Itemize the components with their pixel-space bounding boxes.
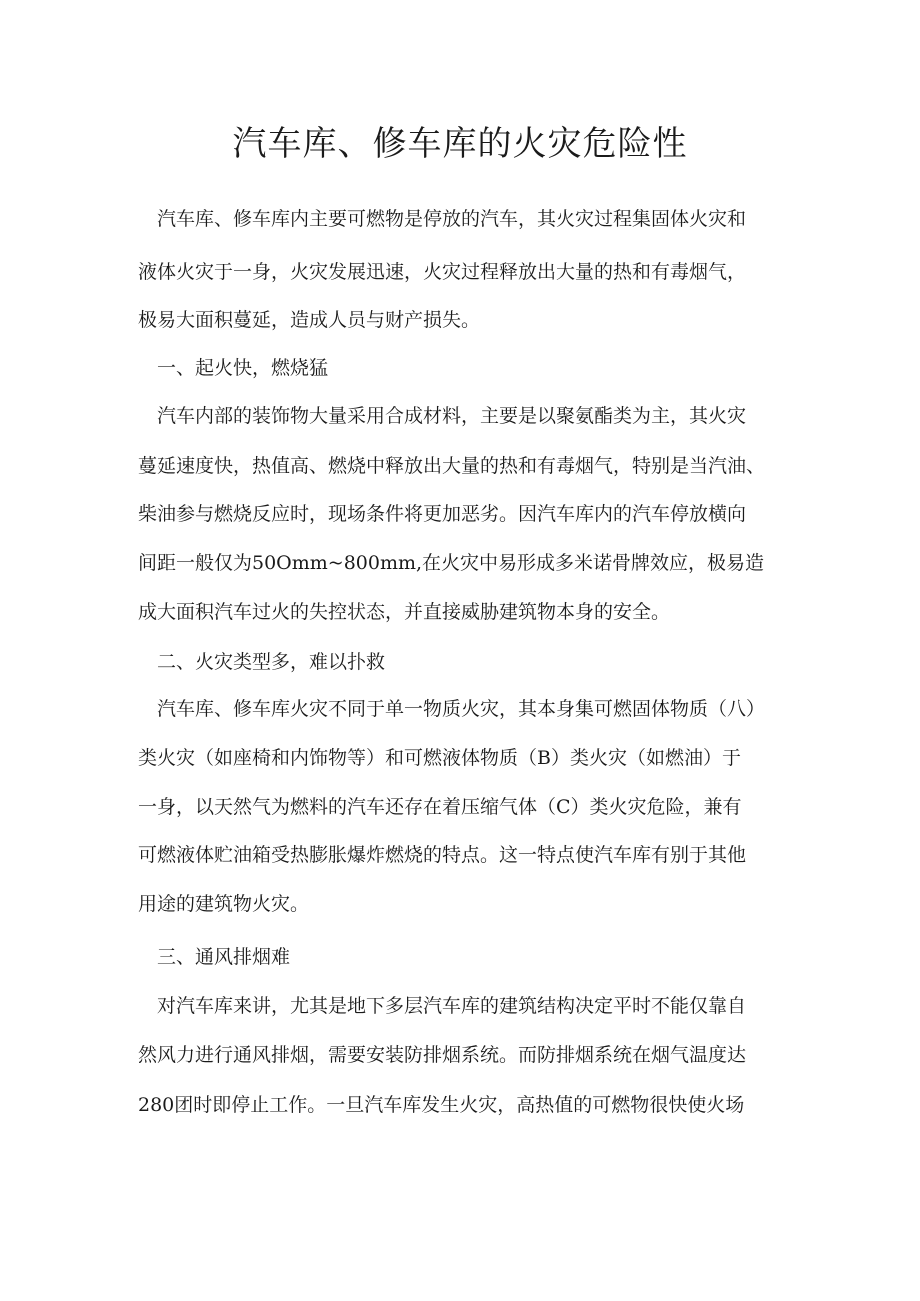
text-line: 一身，以天然气为燃料的汽车还存在着压缩气体（C）类火灾危险，兼有: [138, 796, 742, 818]
text-line: 极易大面积蔓延，造成人员与财产损失。: [138, 309, 481, 331]
text-line: 柴油参与燃烧反应时，现场条件将更加恶劣。因汽车库内的汽车停放横向: [138, 503, 747, 525]
document-title: 汽车库、修车库的火灾危险性: [232, 124, 688, 164]
section-heading: 二、火灾类型多，难以扑救: [138, 651, 386, 673]
text-line: 汽车库、修车库火灾不同于单一物质火灾，其本身集可燃固体物质（八）: [138, 698, 766, 720]
text-line: 间距一般仅为50Omm~800mm,在火灾中易形成多米诺骨牌效应，极易造: [138, 552, 765, 574]
text-line: 汽车库、修车库内主要可燃物是停放的汽车，其火灾过程集固体火灾和: [138, 208, 747, 230]
text-line: 可燃液体贮油箱受热膨胀爆炸燃烧的特点。这一特点使汽车库有别于其他: [138, 844, 747, 866]
section-heading: 一、起火快，燃烧猛: [138, 357, 329, 379]
text-line: 280团时即停止工作。一旦汽车库发生火灾，高热值的可燃物很快使火场: [138, 1094, 745, 1116]
text-line: 然风力进行通风排烟，需要安装防排烟系统。而防排烟系统在烟气温度达: [138, 1044, 747, 1066]
text-line: 汽车内部的装饰物大量采用合成材料，主要是以聚氨酯类为主，其火灾: [138, 405, 747, 427]
text-line: 对汽车库来讲，尤其是地下多层汽车库的建筑结构决定平时不能仅靠自: [138, 995, 747, 1017]
text-line: 成大面积汽车过火的失控状态，并直接威胁建筑物本身的安全。: [138, 601, 671, 623]
text-line: 液体火灾于一身，火灾发展迅速，火灾过程释放出大量的热和有毒烟气，: [138, 261, 747, 283]
text-line: 用途的建筑物火灾。: [138, 893, 310, 915]
text-line: 类火灾（如座椅和内饰物等）和可燃液体物质（B）类火灾（如燃油）于: [138, 747, 741, 769]
section-heading: 三、通风排烟难: [138, 946, 291, 968]
text-line: 蔓延速度快，热值高、燃烧中释放出大量的热和有毒烟气，特别是当汽油、: [138, 455, 766, 477]
